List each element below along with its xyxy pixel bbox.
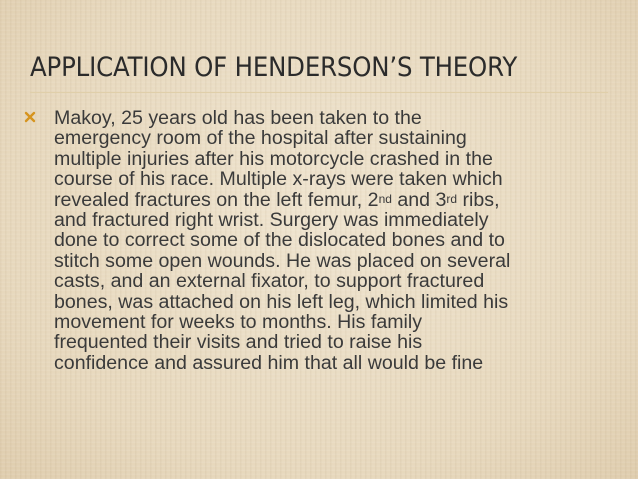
text-line: bones, was attached on his left leg, which limited his	[54, 290, 509, 313]
text-line: Makoy, 25 years old has been taken to the	[54, 107, 422, 129]
text-line: multiple injuries after his motorcycle crashed in the	[54, 147, 493, 170]
x-mark-icon	[24, 111, 38, 125]
bullet-text	[54, 108, 614, 373]
text-segment: revealed fractures on the left femur, 2	[54, 188, 379, 211]
ordinal-superscript: nd	[378, 191, 392, 206]
text-segment: and 3	[391, 188, 447, 211]
text-line: done to correct some of the dislocated bones and to	[54, 229, 505, 252]
slide-title: APPLICATION OF HENDERSON’S THEORY	[30, 52, 518, 83]
ordinal-superscript: rd	[446, 191, 458, 206]
text-line: emergency room of the hospital after sustaining	[54, 127, 467, 150]
text-segment: ribs,	[457, 188, 500, 211]
text-line: casts, and an external fixator, to support fractured	[54, 270, 485, 293]
text-line: confidence and assured him that all would be fine	[54, 351, 484, 374]
text-line	[54, 190, 614, 210]
text-line: movement for weeks to months. His family	[54, 310, 423, 333]
text-line: course of his race. Multiple x-rays were taken which	[54, 168, 503, 191]
text-line: frequented their visits and tried to raise his	[54, 331, 423, 354]
text-line: stitch some open wounds. He was placed on several	[54, 249, 511, 272]
title-divider	[30, 92, 608, 93]
text-line: and fractured right wrist. Surgery was immediately	[54, 208, 489, 231]
